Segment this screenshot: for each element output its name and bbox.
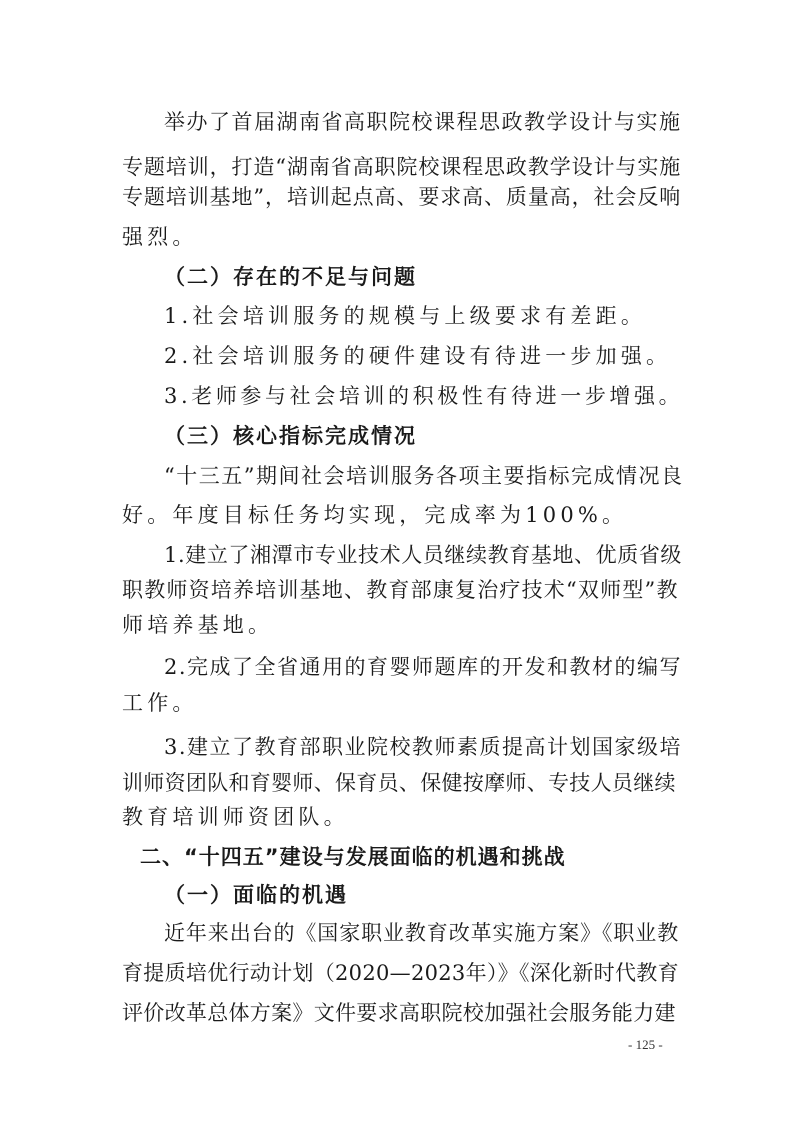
list-item: 1.建立了湘潭市专业技术人员继续教育基地、优质省级: [164, 543, 683, 567]
list-item: 2.社会培训服务的硬件建设有待进一步加强。: [164, 344, 672, 368]
body-text-line: 教育培训师资团队。: [122, 805, 349, 829]
section-heading: （三）核心指标完成情况: [164, 424, 417, 448]
list-item: 1.社会培训服务的规模与上级要求有差距。: [164, 304, 647, 328]
body-text-line: 举办了首届湖南省高职院校课程思政教学设计与实施: [164, 110, 682, 134]
body-text-line: 师培养基地。: [122, 613, 274, 637]
body-text-line: 育提质培优行动计划（2020—2023年）》《深化新时代教育: [122, 961, 679, 985]
body-text-line: 训师资团队和育婴师、保育员、保健按摩师、专技人员继续: [122, 771, 676, 795]
body-text-line: 评价改革总体方案》文件要求高职院校加强社会服务能力建: [122, 1001, 676, 1025]
page-number: - 125 -: [628, 1037, 663, 1052]
body-text-line: 好。年度目标任务均实现，完成率为100%。: [122, 503, 628, 527]
list-item: 3.建立了教育部职业院校教师素质提高计划国家级培: [164, 735, 683, 759]
body-text-line: 强烈。: [122, 225, 198, 249]
body-text-line: “十三五”期间社会培训服务各项主要指标完成情况良: [164, 464, 684, 488]
body-text-line: 职教师资培养培训基地、教育部康复治疗技术“双师型”教: [122, 578, 679, 602]
body-text-line: 专题培训基地”，培训起点高、要求高、质量高，社会反响: [122, 185, 682, 209]
list-item: 2.完成了全省通用的育婴师题库的开发和教材的编写: [164, 655, 683, 679]
section-heading: （一）面临的机遇: [164, 883, 348, 907]
body-text-line: 工作。: [122, 691, 198, 715]
body-text-line: 专题培训，打造“湖南省高职院校课程思政教学设计与实施: [122, 155, 682, 179]
list-item: 3.老师参与社会培训的积极性有待进一步增强。: [164, 384, 684, 408]
section-heading: （二）存在的不足与问题: [164, 265, 417, 289]
chapter-heading: 二、“十四五”建设与发展面临的机遇和挑战: [140, 845, 566, 869]
body-text-line: 近年来出台的《国家职业教育改革实施方案》《职业教: [164, 921, 680, 945]
